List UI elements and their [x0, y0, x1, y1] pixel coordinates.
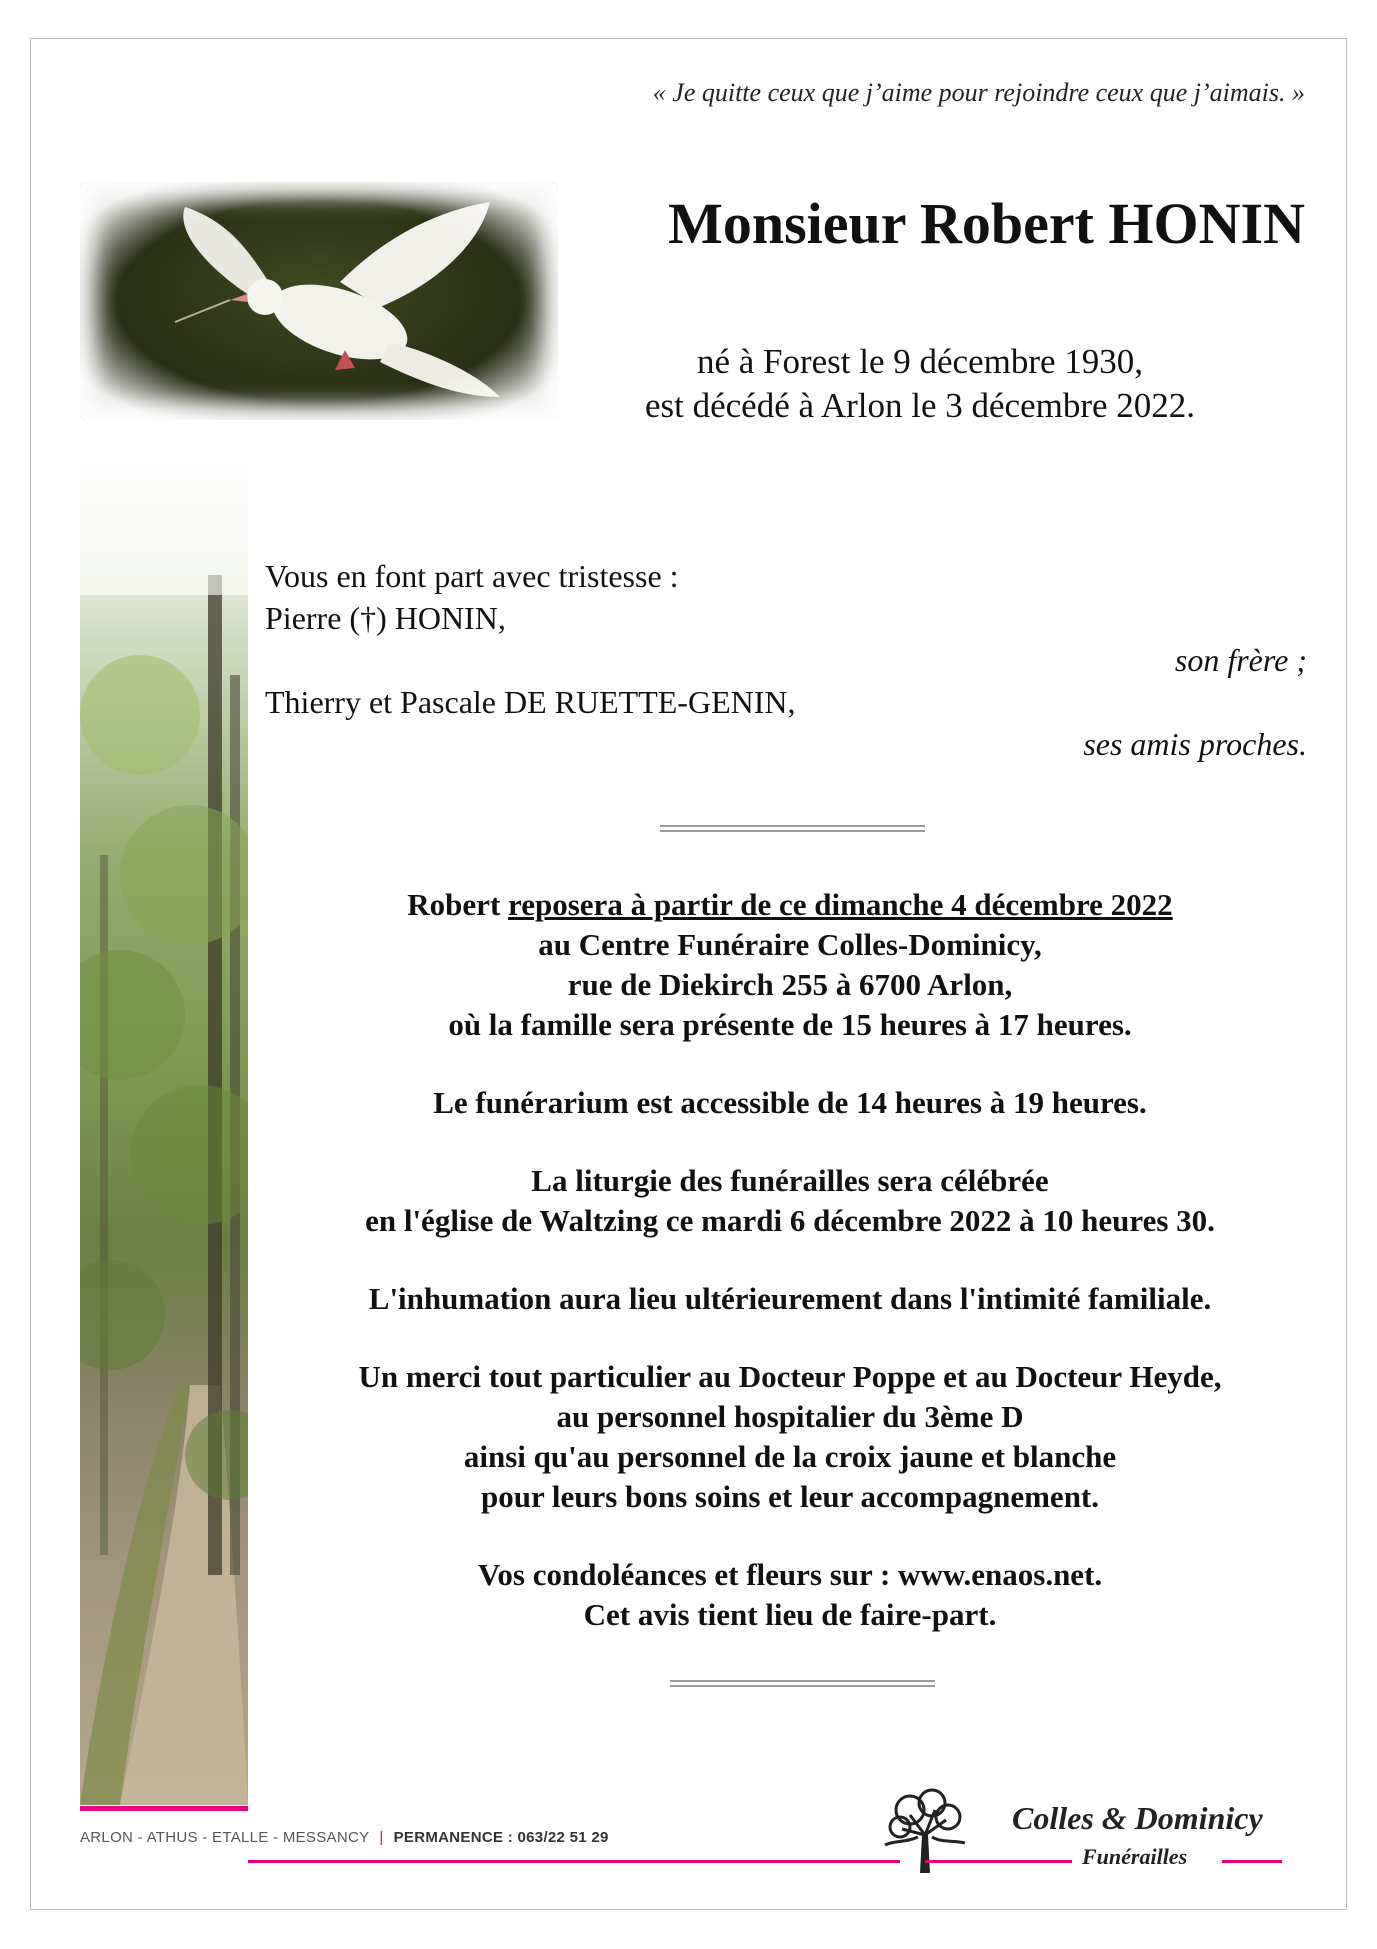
- footer-permanence: PERMANENCE : 063/22 51 29: [393, 1829, 609, 1846]
- logo-rule-right: [1222, 1860, 1282, 1863]
- funerarium-hours: [260, 1083, 1320, 1123]
- family-announcement: [265, 555, 1307, 765]
- visitation-address: rue de Diekirch 255 à 6700 Arlon,: [567, 967, 1013, 1002]
- visitation-paragraph: [260, 885, 1320, 1045]
- death-line: est décédé à Arlon le 3 décembre 2022.: [644, 386, 1196, 425]
- condolences-line-1: Vos condoléances et fleurs sur : www.enaos.net.: [477, 1557, 1103, 1592]
- epitaph-quote: « Je quitte ceux que j’aime pour rejoindre ceux que j’aimais. »: [652, 78, 1305, 107]
- relation-1: son frère ;: [1174, 642, 1307, 678]
- deceased-first-name: Robert: [407, 887, 501, 922]
- accent-bar: [80, 1806, 248, 1811]
- forest-path-photo: [80, 455, 248, 1805]
- burial-paragraph: [260, 1279, 1320, 1319]
- thanks-line-3: ainsi qu'au personnel de la croix jaune et blanche: [463, 1439, 1117, 1474]
- relation-2: ses amis proches.: [1083, 726, 1307, 762]
- dove-photo: [80, 182, 558, 420]
- thanks-line-2: au personnel hospitalier du 3ème D: [556, 1399, 1024, 1434]
- visitation-date: reposera à partir de ce dimanche 4 décembre 2022: [508, 887, 1173, 922]
- funerarium-hours-text: Le funérarium est accessible de 14 heures à 19 heures.: [433, 1085, 1147, 1120]
- birth-line: né à Forest le 9 décembre 1930,: [696, 342, 1144, 381]
- footer-contact: [80, 1829, 609, 1846]
- separator-bottom: [670, 1680, 935, 1687]
- separator-top: [660, 825, 925, 832]
- liturgy-line-2: en l'église de Waltzing ce mardi 6 décembre 2022 à 10 heures 30.: [365, 1203, 1215, 1238]
- family-member-2: Thierry et Pascale DE RUETTE-GENIN,: [265, 684, 796, 720]
- liturgy-paragraph: [260, 1161, 1320, 1241]
- liturgy-line-1: La liturgie des funérailles sera célébrée: [531, 1163, 1049, 1198]
- footer-rule: [248, 1860, 900, 1863]
- logo-subtitle: Funérailles: [1082, 1844, 1188, 1869]
- announcement-intro: Vous en font part avec tristesse :: [265, 558, 679, 594]
- burial-text: L'inhumation aura lieu ultérieurement dans l'intimité familiale.: [368, 1281, 1212, 1316]
- thanks-paragraph: [260, 1357, 1320, 1517]
- footer-divider: |: [379, 1829, 384, 1846]
- condolences-line-2: Cet avis tient lieu de faire-part.: [583, 1597, 997, 1632]
- condolences-paragraph: [260, 1555, 1320, 1635]
- thanks-line-4: pour leurs bons soins et leur accompagnement.: [480, 1479, 1100, 1514]
- life-dates: [560, 340, 1280, 428]
- logo-rule-left: [925, 1860, 1072, 1863]
- visitation-place: au Centre Funéraire Colles-Dominicy,: [538, 927, 1042, 962]
- thanks-line-1: Un merci tout particulier au Docteur Poppe et au Docteur Heyde,: [358, 1359, 1222, 1394]
- funeral-details: [260, 885, 1320, 1673]
- visitation-hours: où la famille sera présente de 15 heures à 17 heures.: [448, 1007, 1132, 1042]
- deceased-name: Monsieur Robert HONIN: [668, 191, 1305, 256]
- logo-name: Colles & Dominicy: [1012, 1800, 1263, 1836]
- footer-locations: ARLON - ATHUS - ETALLE - MESSANCY: [80, 1829, 370, 1846]
- family-member-1: Pierre (†) HONIN,: [265, 600, 506, 636]
